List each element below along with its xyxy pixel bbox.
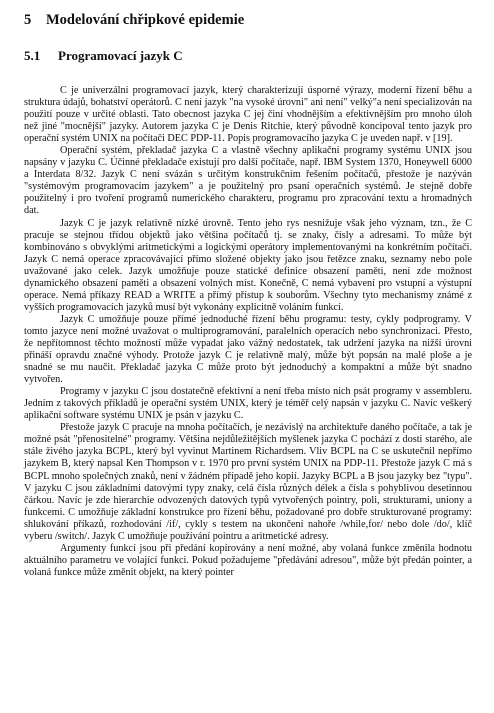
section-heading [24, 48, 472, 64]
chapter-heading [24, 12, 472, 29]
paragraph-arguments: Argumenty funkcí jsou při předání kopírovány a není možné, aby volaná funkce změnila hodnotu aktuálního parametru ve volající funkci. Pokud požadujeme "předávání adresou", může být předán pointer, a volaná funkce může změnit objekt, na který pointer [24, 542, 472, 578]
section-title: Programovací jazyk C [58, 48, 183, 63]
paragraph-unix: Operační systém, překladač jazyka C a vlastně všechny aplikační programy systému UNIX jsou napsány v jazyku C. Účinné překladače existují pro další počítače, např. IBM System 1370, Honeywell 6000 a Interdata 8/32. Jazyk C není svázán s určitým konstrukčním řešením počítačů, přestože je nazýván "systémovým programovacím jazykem" a je použitelný pro psaní operačních systémů. Je stejně dobře použitelný i pro tvoření programů numerického charakteru, programu pro zpracování textu a hromadných dat. [24, 145, 472, 217]
paragraph-low-level: Jazyk C je jazyk relativně nízké úrovně. Tento jeho rys nesnižuje však jeho význam, tzn., že C pracuje se stejnou třídou objektů jako většina počítačů tj. se znaky, čísly a adresami. To může být kombinováno s obvyklými aritmetickými a logickými operátory implementovanými na konkrétním počítači. Jazyk C nemá operace zpracovávající přímo složené objekty jako jsou řetězce znaku, seznamy nebo pole uvažované jako celek. Jazyk umožňuje pouze statické definice obsazení paměti, není zde možnost dynamického obsazení paměti a obsazení volných míst. Konečně, C nemá vybavení pro vstupní a výstupní operace. Nemá příkazy READ a WRITE a přímý přístup k souborům. Všechny tyto mechanismy známé z vyšších programovacích jazyků musí být vykonány explicitně voláním funkcí. [24, 217, 472, 313]
chapter-number: 5 [24, 12, 32, 28]
paragraph-control-flow: Jazyk C umožňuje pouze přímé jednoduché řízení běhu programu: testy, cykly podprogramy. V tomto jazyce není možné uvažovat o multiprogramování, paralelních operacích nebo synchronizaci. Přesto, že nepřítomnost těchto možností může vypadat jako vážný nedostatek, tak udržení jazyka na nižší úrovni přináší opravdu značné výhody. Protože jazyk C je relativně malý, může být popsán na malé ploše a je snadné se mu naučit. Překladač jazyka C může proto být jednoduchý a kompaktní a může být snadno vytvořen. [24, 313, 472, 386]
chapter-title: Modelování chřipkové epidemie [46, 12, 245, 28]
paragraph-efficiency: Programy v jazyku C jsou dostatečně efektivní a není třeba místo nich psát programy v assembleru. Jedním z takových příkladů je operační systém UNIX, který je téměř celý napsán v jazyku C. Navíc veškerý aplikační software systému UNIX je psán v jazyku C. [24, 386, 472, 422]
section-number: 5.1 [24, 48, 41, 63]
paragraph-portability: Přestože jazyk C pracuje na mnoha počítačích, je nezávislý na architektuře daného počítače, a tak je možné psát "přenositelné" programy. Většina nejdůležitějších myšlenek jazyka C pochází z dosti starého, ale stále živého jazyka BCPL, který byl vyvinut Martinem Richardsem. Vliv BCPL na C se uskutečnil nepřímo jazykem B, který napsal Ken Thompson v r. 1970 pro první systém UNIX na PDP-11. Přestože jazyk C má s BCPL mnoho společných znaků, není v žádném případě jeho kopií. Jazyky BCPL a B jsou jazyky bez "typu". V jazyku C jsou základními datovými typy znaky, celá čísla různých délek a čísla s pohyblivou desetinnou čárkou. Navíc je zde hierarchie odvozených datových typů vytvořených pointry, poli, strukturami, uniony a funkcemi. C umožňuje základní konstrukce pro řízení běhu, požadované pro dobře strukturované programy: shlukování příkazů, rozhodování /if/, cykly s testem na ukončení nahoře /while,for/ nebo dole /do/, klíč vyberu /switch/. Jazyk C umožňuje používání pointru a aritmetické adresy. [24, 422, 472, 542]
paragraph-intro: C je univerzální programovací jazyk, který charakterizují úsporné výrazy, moderní řízení běhu a struktura údajů, bohatství operátorů. C není jazyk "na vysoké úrovni" ani není" velký"a není specializován na použití pouze v určité oblasti. Tato obecnost jazyka C jej činí vhodnějším a efektivnějším pro mnoho úloh než jiné "mocnější" jazyky. Autorem jazyka C je Denis Ritchie, který původně koncipoval tento jazyk pro operační systém UNIX na počítači DEC PDP-11. Popis programovacího jazyka C je uveden např. v [19]. [24, 85, 472, 145]
